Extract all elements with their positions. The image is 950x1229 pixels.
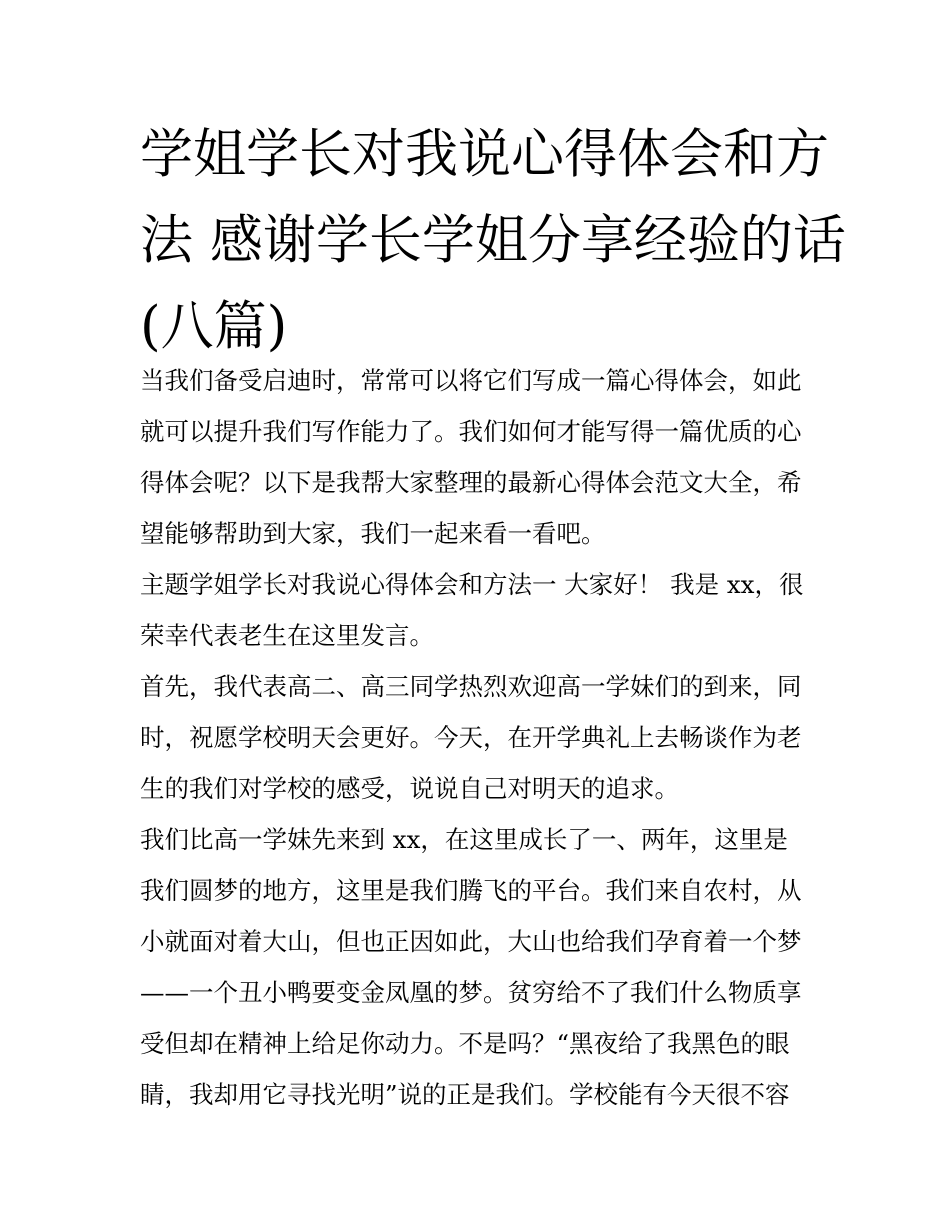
body-line: 生的我们对学校的感受，说说自己对明天的追求。 — [140, 774, 679, 803]
body-line: 时，祝愿学校明天会更好。今天，在开学典礼上去畅谈作为老 — [140, 723, 802, 752]
body-line: 我们圆梦的地方，这里是我们腾飞的平台。我们来自农村，从 — [140, 876, 802, 905]
title-line-3: (八篇) — [140, 296, 288, 357]
body-line: 小就面对着大山，但也正因如此，大山也给我们孕育着一个梦 — [140, 927, 802, 956]
body-line: 我们比高一学妹先来到 xx，在这里成长了一、两年，这里是 — [140, 825, 788, 854]
body-line: 首先，我代表高二、高三同学热烈欢迎高一学妹们的到来，同 — [140, 672, 802, 701]
body-line: 荣幸代表老生在这里发言。 — [140, 621, 434, 650]
document-title — [140, 112, 846, 370]
body-line: 主题学姐学长对我说心得体会和方法一 大家好！ 我是 xx，很 — [140, 570, 804, 599]
body-line: 望能够帮助到大家，我们一起来看一看吧。 — [140, 519, 606, 548]
body-line: 当我们备受启迪时，常常可以将它们写成一篇心得体会，如此 — [140, 366, 802, 395]
body-line: 就可以提升我们写作能力了。我们如何才能写得一篇优质的心 — [140, 417, 802, 446]
title-line-1: 学姐学长对我说心得体会和方 — [140, 124, 829, 185]
body-line: ——一个丑小鸭要变金凤凰的梦。贫穷给不了我们什么物质享 — [140, 978, 802, 1007]
document-body — [140, 355, 820, 1120]
body-line: 受但却在精神上给足你动力。不是吗？“黑夜给了我黑色的眼 — [140, 1029, 790, 1058]
title-line-2: 法 感谢学长学姐分享经验的话 — [140, 210, 846, 271]
body-line: 得体会呢？以下是我帮大家整理的最新心得体会范文大全，希 — [140, 468, 802, 497]
body-line: 睛，我却用它寻找光明”说的正是我们。学校能有今天很不容 — [140, 1080, 790, 1109]
